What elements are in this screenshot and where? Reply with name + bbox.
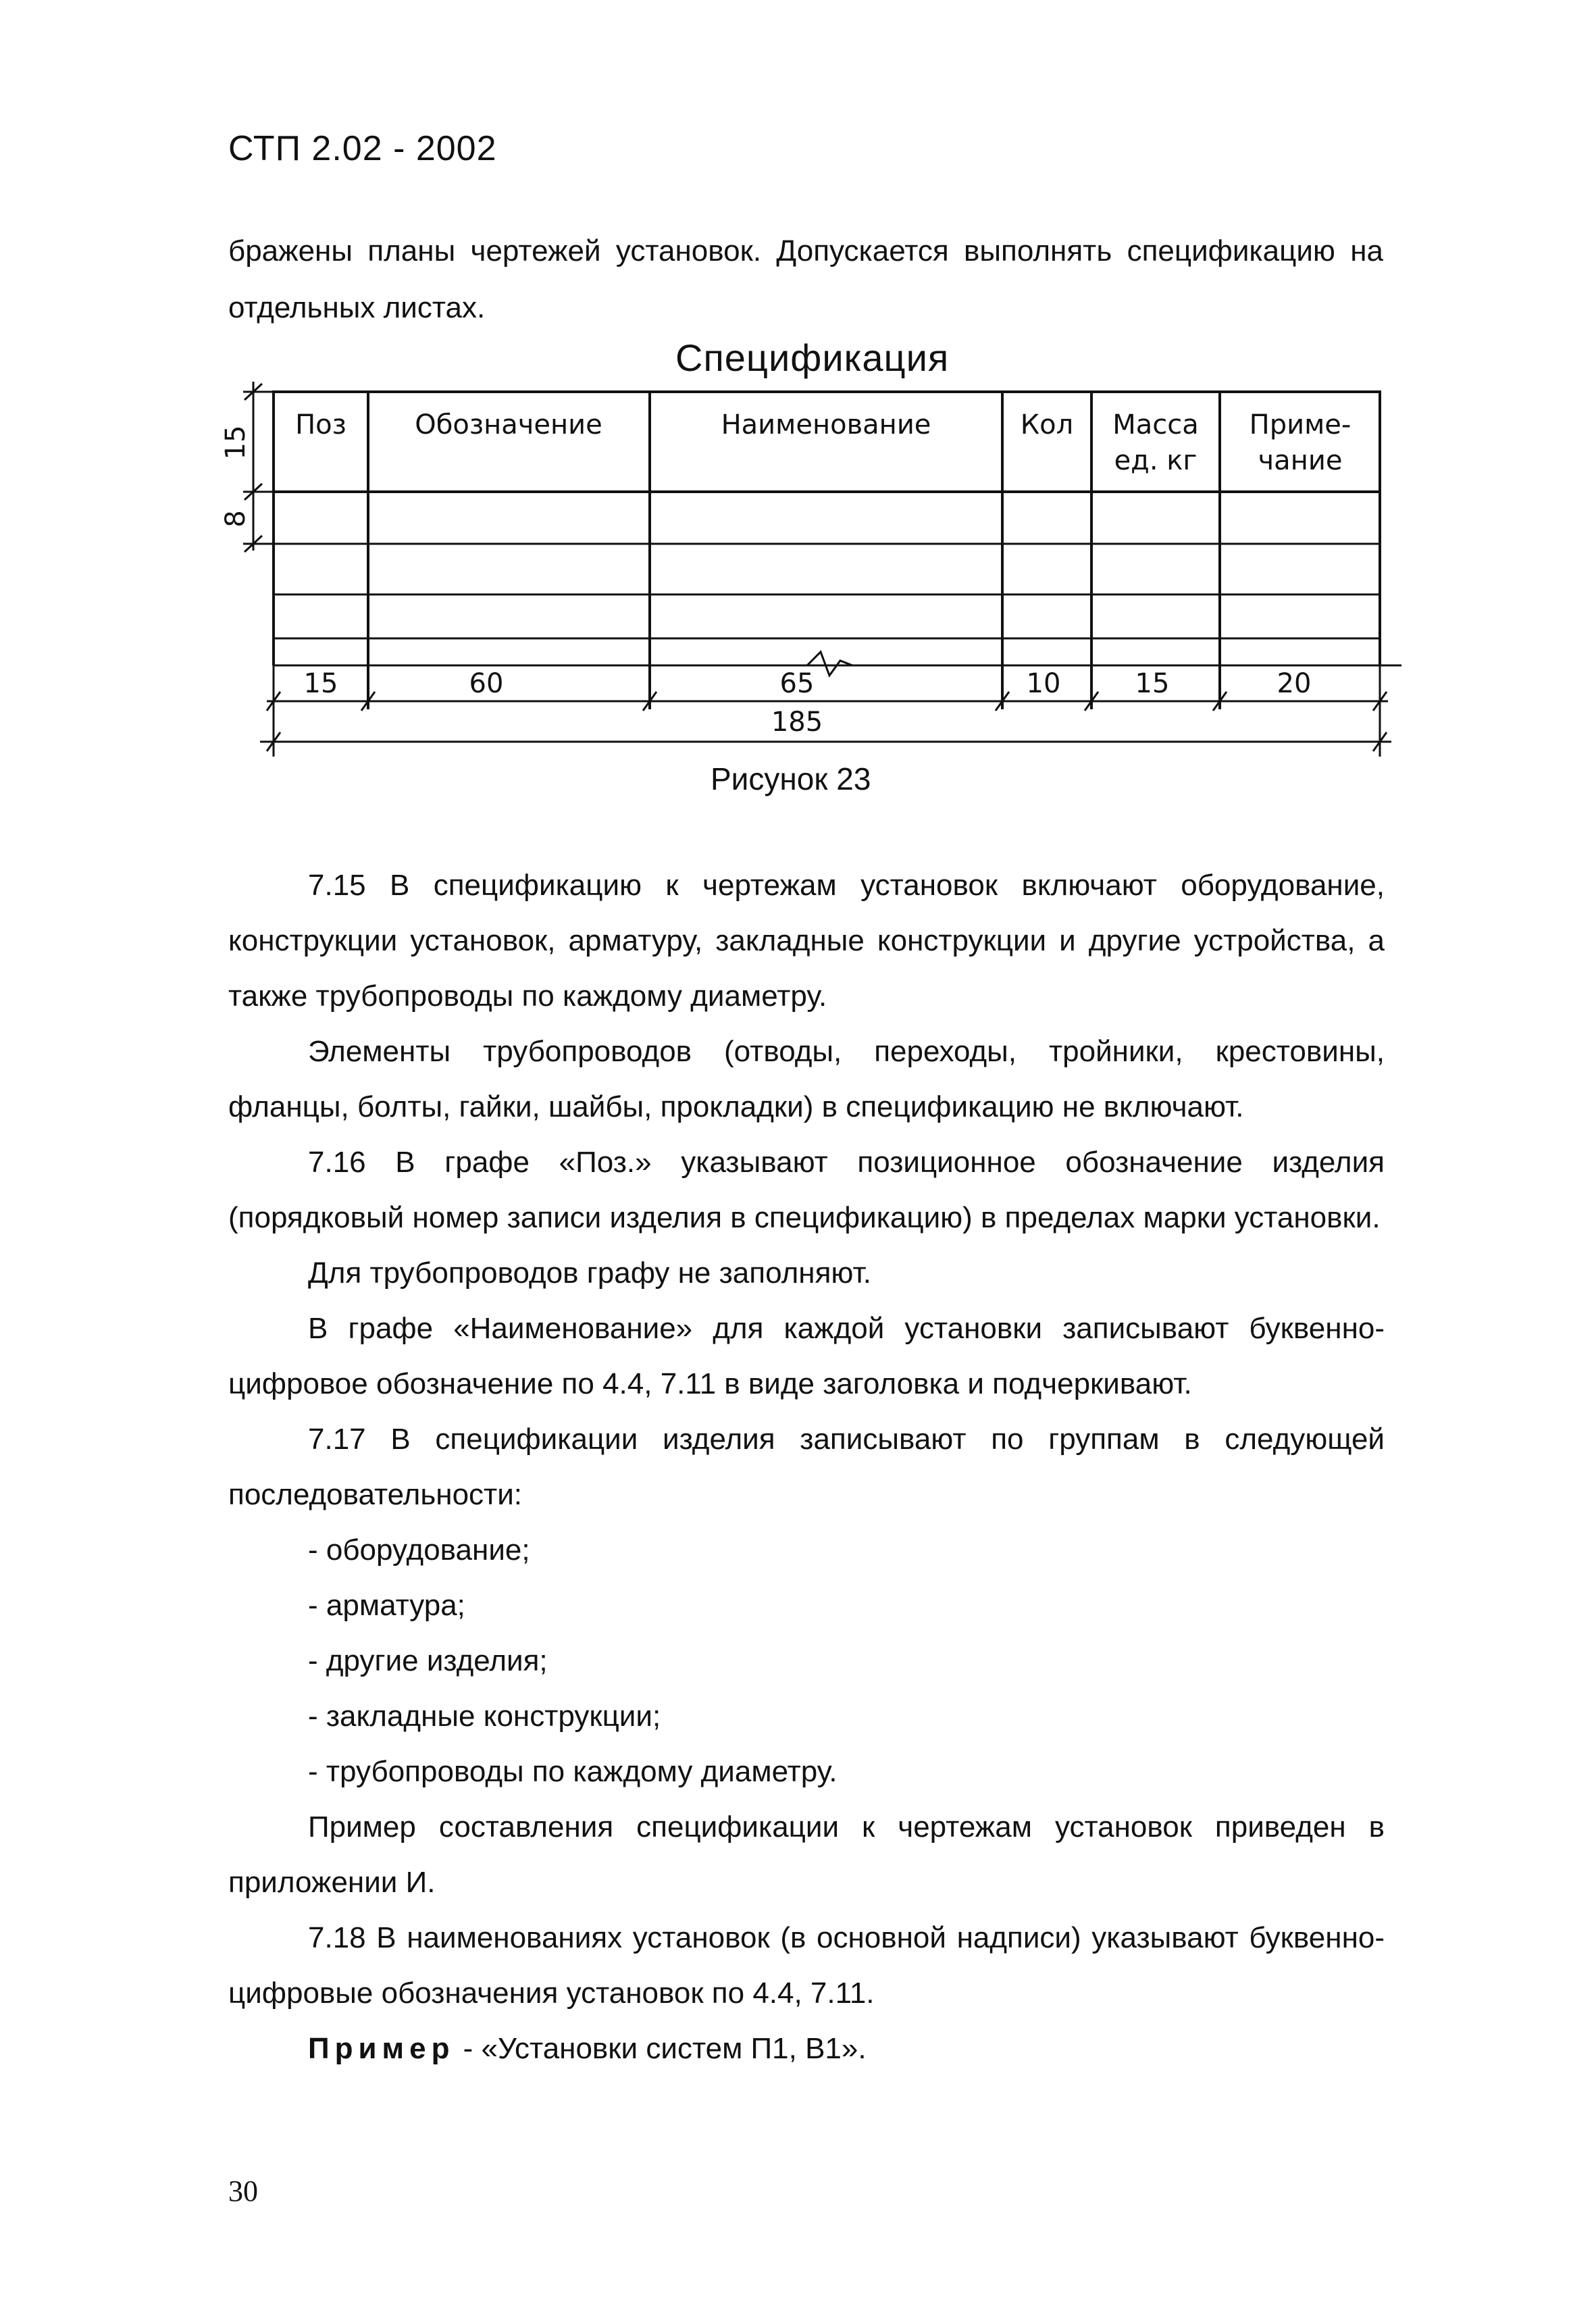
column-header-name: Наименование xyxy=(721,409,931,440)
dimension-label: 65 xyxy=(779,668,815,699)
page-number: 30 xyxy=(228,2175,258,2208)
specification-table-drawing xyxy=(0,0,1596,777)
document-header: СТП 2.02 - 2002 xyxy=(228,129,497,168)
figure-title: Спецификация xyxy=(675,336,950,379)
column-header-mass-unit: ед. кг xyxy=(1114,445,1198,476)
dimension-label: 15 xyxy=(1135,668,1170,699)
column-header-note-line2: чание xyxy=(1258,445,1343,476)
list-item: - другие изделия; xyxy=(308,1644,548,1677)
dimension-label-row-height: 8 xyxy=(220,510,251,528)
paragraph-7-15-elements: Элементы трубопроводов (отводы, переходы, тройники, крестовины, фланцы, болты, гайки, шайбы, прокладки) в спецификацию не включают. xyxy=(228,1035,1385,1123)
list-item: - трубопроводы по каждому диаметру. xyxy=(308,1755,838,1788)
list-item: - арматура; xyxy=(308,1589,465,1622)
intro-text: бражены планы чертежей установок. Допускается выполнять спецификацию на отдельных листах. xyxy=(228,234,1383,324)
example-paragraph xyxy=(228,2021,1385,2077)
example-text: - «Установки систем П1, В1». xyxy=(455,2032,867,2065)
paragraph-7-18: 7.18 В наименованиях установок (в основной надписи) указывают буквенно-цифровые обозначения установок по 4.4, 7.11. xyxy=(228,1921,1385,2010)
paragraph-7-17-example: Пример составления спецификации к чертежам установок приведен в приложении И. xyxy=(228,1810,1385,1899)
list-item: - оборудование; xyxy=(308,1533,530,1567)
paragraph-7-17: 7.17 В спецификации изделия записывают по группам в следующей последовательности: xyxy=(228,1423,1385,1511)
dimension-label-header-height: 15 xyxy=(220,425,251,460)
column-header-pos: Поз xyxy=(295,409,346,440)
paragraph-7-15: 7.15 В спецификацию к чертежам установок включают оборудование, конструкции установок, арматуру, закладные конструкции и другие устройства, а также трубопроводы по каждому диаметру. xyxy=(228,869,1385,1013)
column-header-qty: Кол xyxy=(1020,409,1074,440)
dimension-label: 60 xyxy=(469,668,504,699)
dimension-label: 20 xyxy=(1277,668,1312,699)
table-header-frame xyxy=(274,392,1380,492)
paragraph-7-16: 7.16 В графе «Поз.» указывают позиционное обозначение изделия (порядковый номер записи изделия в спецификацию) в пределах марки установки. xyxy=(228,1146,1385,1234)
column-header-designation: Обозначение xyxy=(415,409,602,440)
dimension-label-total: 185 xyxy=(771,707,823,738)
body-text xyxy=(228,858,1385,2077)
specification-figure xyxy=(0,0,1596,777)
column-header-note: Приме- xyxy=(1249,409,1352,440)
figure-caption: Рисунок 23 xyxy=(711,761,871,796)
paragraph-7-16-pipes: Для трубопроводов графу не заполняют. xyxy=(308,1256,871,1290)
column-header-mass: Масса xyxy=(1112,409,1199,440)
break-line xyxy=(274,652,1401,676)
example-label: Пример xyxy=(308,2032,455,2065)
dimension-label: 15 xyxy=(303,668,338,699)
list-item: - закладные конструкции; xyxy=(308,1700,661,1733)
paragraph-7-16-name: В графе «Наименование» для каждой установки записывают буквенно-цифровое обозначение по 4.4, 7.11 в виде заголовка и подчеркивают. xyxy=(228,1312,1385,1400)
dimension-label: 10 xyxy=(1026,668,1061,699)
